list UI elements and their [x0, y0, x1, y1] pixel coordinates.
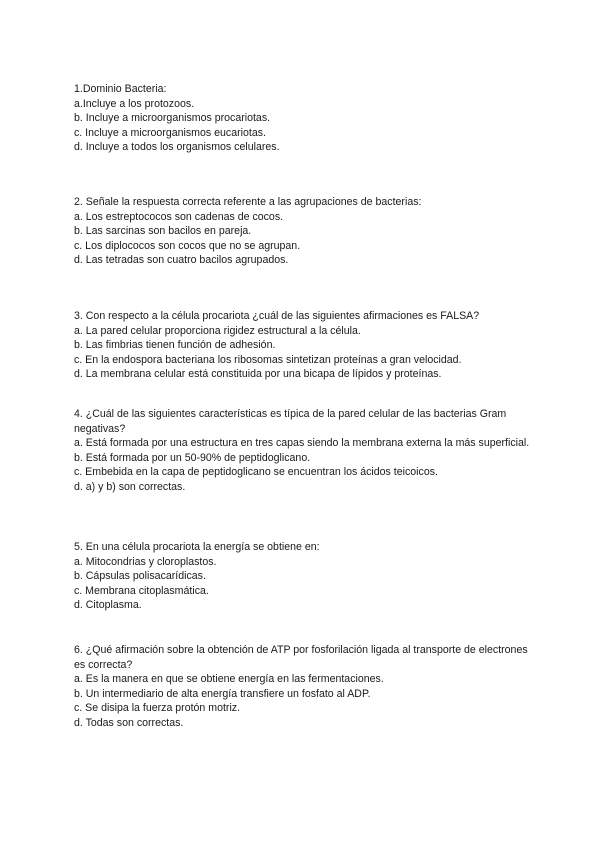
question-2 — [74, 195, 530, 268]
answer-option-b: b. Está formada por un 50-90% de peptidoglicano. — [74, 451, 311, 464]
answer-option-a: a. Los estreptococos son cadenas de cocos. — [74, 210, 284, 223]
answer-option-a: a. Mitocondrias y cloroplastos. — [74, 555, 217, 568]
question-3 — [74, 309, 530, 382]
question-prompt: 3. Con respecto a la célula procariota ¿cuál de las siguientes afirmaciones es FALSA? — [74, 310, 480, 322]
answer-option-a: a. Está formada por una estructura en tres capas siendo la membrana externa la más superficial. — [74, 437, 530, 450]
question-6 — [74, 643, 530, 731]
answer-option-b: b. Las fimbrias tienen función de adhesión. — [74, 339, 276, 352]
answer-option-a: a.Incluye a los protozoos. — [74, 97, 195, 110]
question-prompt: 6. ¿Qué afirmación sobre la obtención de ATP por fosforilación ligada al transporte de electrones es correcta? — [74, 644, 528, 671]
question-prompt: 4. ¿Cuál de las siguientes características es típica de la pared celular de las bacterias Gram negativas? — [74, 408, 507, 435]
question-prompt: 2. Señale la respuesta correcta referente a las agrupaciones de bacterias: — [74, 196, 422, 208]
answer-option-c: c. Embebida en la capa de peptidoglicano se encuentran los ácidos teicoicos. — [74, 466, 438, 479]
question-prompt: 5. En una célula procariota la energía se obtiene en: — [74, 541, 320, 553]
answer-option-d: d. Todas son correctas. — [74, 716, 184, 729]
answer-option-c: c. Membrana citoplasmática. — [74, 584, 209, 597]
answer-option-b: b. Un intermediario de alta energía transfiere un fosfato al ADP. — [74, 687, 371, 700]
answer-option-a: a. Es la manera en que se obtiene energía en las fermentaciones. — [74, 673, 384, 686]
answer-option-b: b. Las sarcinas son bacilos en pareja. — [74, 225, 252, 238]
answer-option-c: c. Se disipa la fuerza protón motriz. — [74, 702, 241, 715]
answer-option-d: d. Incluye a todos los organismos celulares. — [74, 141, 280, 154]
answer-option-d: d. Las tetradas son cuatro bacilos agrupados. — [74, 254, 289, 267]
answer-option-c: c. En la endospora bacteriana los ribosomas sintetizan proteínas a gran velocidad. — [74, 353, 462, 366]
answer-option-c: c. Los diplococos son cocos que no se agrupan. — [74, 239, 301, 252]
question-5 — [74, 540, 530, 613]
answer-option-b: b. Cápsulas polisacarídicas. — [74, 570, 206, 583]
question-4 — [74, 407, 530, 495]
question-1 — [74, 82, 530, 155]
answer-option-a: a. La pared celular proporciona rigidez estructural a la célula. — [74, 324, 361, 337]
answer-option-d: d. a) y b) son correctas. — [74, 480, 186, 493]
answer-option-b: b. Incluye a microorganismos procariotas. — [74, 112, 271, 125]
question-prompt: 1.Dominio Bacteria: — [74, 83, 167, 95]
answer-option-d: d. La membrana celular está constituida por una bicapa de lípidos y proteínas. — [74, 368, 442, 381]
answer-option-c: c. Incluye a microorganismos eucariotas. — [74, 126, 266, 139]
answer-option-d: d. Citoplasma. — [74, 599, 142, 612]
